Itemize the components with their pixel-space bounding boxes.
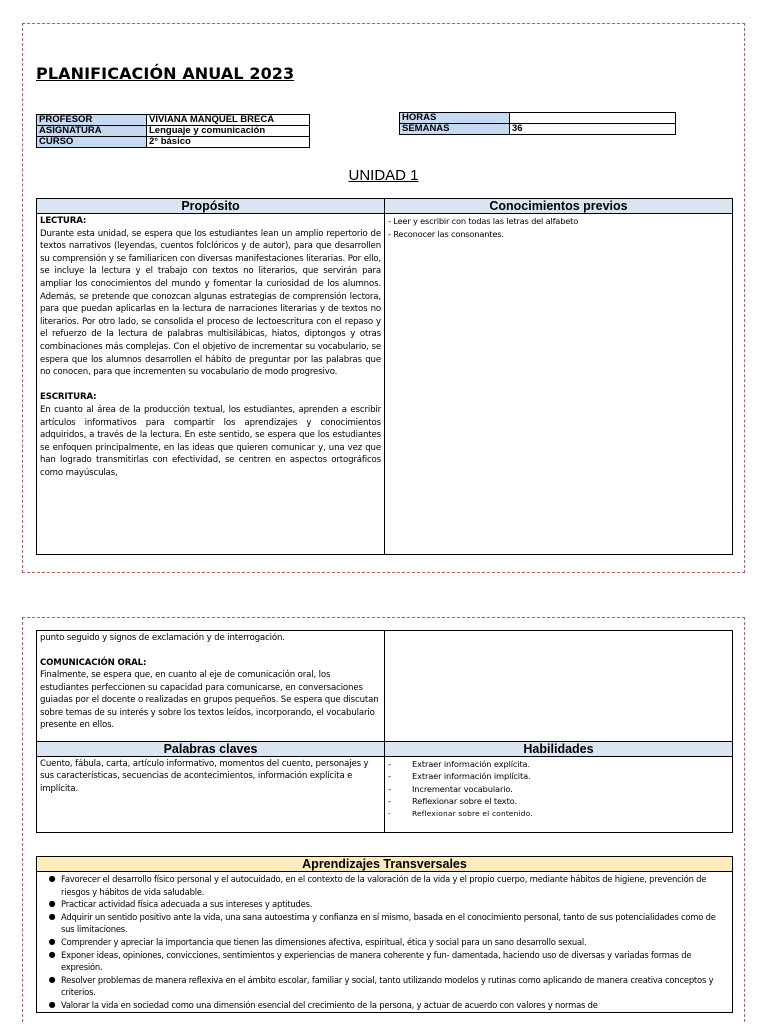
lectura-block: [40, 215, 381, 379]
prev-knowledge-header: Conocimientos previos: [385, 199, 732, 214]
prev-knowledge-cell: [385, 214, 732, 554]
transversal-item: ● Exponer ideas, opiniones, convicciones, sentimientos y experiencias de manera coherente y fun- damentada, haciendo uso de diversas y variadas formas de expresión.: [43, 949, 728, 974]
transversal-list: [37, 872, 732, 1012]
purpose-header: Propósito: [37, 199, 385, 214]
info-value: Lenguaje y comunicación: [147, 126, 310, 137]
bullet-icon: ●: [48, 999, 56, 1009]
info-value: VIVIANA MANQUEL BRECA: [147, 115, 310, 126]
oral-block: [40, 657, 381, 731]
info-row-curso: [37, 137, 310, 148]
skill-item: - Extraer información explícita.: [388, 759, 530, 769]
transversal-item: ● Adquirir un sentido positivo ante la vida, una sana autoestima y confianza en sí mismo, basada en el conocimiento personal, tanto de sus potencialidades como de sus limitaciones.: [43, 911, 728, 936]
oral-paragraph: Finalmente, se espera que, en cuanto al eje de comunicación oral, los estudiantes perfeccionen su capacidad para comunicarse, en conversaciones guiadas por el docente o realizadas en grupos pequeños. Se espera que discutan sobre temas de su interés y sobre los textos leídos, incorporando, el vocabulario presente en ellos.: [40, 670, 379, 731]
info-value: [510, 113, 676, 124]
escritura-continuation: [40, 632, 381, 644]
info-table-right: [399, 112, 676, 135]
bullet-icon: ●: [48, 911, 56, 921]
info-label: ASIGNATURA: [37, 126, 147, 137]
unit-title: UNIDAD 1: [348, 167, 419, 184]
purpose-table-body: [37, 214, 732, 554]
info-label: SEMANAS: [400, 124, 510, 135]
keywords-table-body: [37, 757, 732, 832]
skill-item: - Incrementar vocabulario.: [388, 783, 513, 794]
info-table-left: [36, 114, 310, 148]
skills-header: Habilidades: [385, 742, 732, 757]
purpose-continuation-cell: [37, 631, 385, 741]
info-row-semanas: [400, 124, 676, 135]
purpose-cell: [37, 214, 385, 554]
keywords-cell: Cuento, fábula, carta, artículo informativo, momentos del cuento, personajes y sus características, secuencias de acontecimientos, información explícita e implícita.: [37, 757, 385, 832]
info-row-profesor: [37, 115, 310, 126]
info-label: HORAS: [400, 113, 510, 124]
transversal-table: [36, 856, 733, 1013]
purpose-table-header: [37, 199, 732, 214]
info-value: 2° básico: [147, 137, 310, 148]
escritura-continuation-text: punto seguido y signos de exclamación y de interrogación.: [40, 633, 285, 643]
info-label: PROFESOR: [37, 115, 147, 126]
transversal-item: ● Resolver problemas de manera reflexiva en el ámbito escolar, familiar y social, tanto utilizando modelos y rutinas como aplicando de manera creativa conceptos y criterios.: [43, 974, 728, 999]
purpose-table: [36, 198, 733, 555]
document-page-1: [22, 23, 745, 573]
info-value: 36: [510, 124, 676, 135]
continuation-row: [37, 631, 732, 742]
document-page-2: [22, 617, 745, 1024]
bullet-icon: ●: [48, 899, 56, 909]
prev-knowledge-item: - Leer y escribir con todas las letras del alfabeto: [388, 216, 579, 226]
keywords-table-header: [37, 742, 732, 757]
prev-knowledge-continuation-cell: [385, 631, 732, 741]
skills-cell: [385, 757, 732, 832]
transversal-item: ● Comprender y apreciar la importancia que tienen las dimensiones afectiva, espiritual, ética y social para un sano desarrollo sexual.: [43, 936, 728, 949]
bullet-icon: ●: [48, 974, 56, 984]
bullet-icon: ●: [48, 949, 56, 959]
skill-item: - Extraer información implícita.: [388, 771, 531, 782]
continuation-table: [36, 630, 733, 833]
keywords-header: Palabras claves: [37, 742, 385, 757]
info-row-horas: [400, 113, 676, 124]
bullet-icon: ●: [48, 936, 56, 946]
transversal-item: ● Practicar actividad física adecuada a sus intereses y aptitudes.: [43, 898, 728, 911]
lectura-paragraph: Durante esta unidad, se espera que los estudiantes lean un amplio repertorio de textos narrativos (leyendas, cuentos folclóricos y de autor), para que desarrollen su comprensión y se familiaricen con diversas manifestaciones literarias. Por ello, se incluye la lectura y el trabajo con textos no literarios, que servirán para ampliar los conocimientos del mundo y fomentar la curiosidad de los alumnos. Además, se pretende que conozcan algunas estrategias de comprensión lectora, para que puedan aplicarlas en la lectura de narraciones literarias y de textos no literarios. Por otro lado, se consolida el proceso de lectoescritura con el repaso y el refuerzo de la lectura de palabras multisilábicas, hiatos, diptongos y otras combinaciones más complejas. Con el objetivo de incrementar su vocabulario, se espera que los alumnos desarrollen el hábito de preguntar por las palabras que no conocen, para que incrementen su vocabulario de modo progresivo.: [40, 228, 381, 378]
escritura-block: [40, 391, 381, 479]
info-label: CURSO: [37, 137, 147, 148]
skill-item: - Reflexionar sobre el texto.: [388, 796, 517, 807]
escritura-heading: ESCRITURA:: [40, 392, 97, 403]
skills-list: [385, 757, 732, 821]
bullet-icon: ●: [48, 874, 56, 883]
lectura-heading: LECTURA:: [40, 216, 87, 226]
oral-heading: COMUNICACIÓN ORAL:: [40, 658, 147, 668]
prev-knowledge-item: - Reconocer las consonantes.: [388, 228, 504, 239]
document-title: PLANIFICACIÓN ANUAL 2023: [36, 64, 295, 83]
transversal-item: ● Favorecer el desarrollo físico personal y el autocuidado, en el contexto de la valoración de la vida y el propio cuerpo, mediante hábitos de higiene, prevención de riesgos y hábitos de vida saludable.: [43, 873, 728, 898]
transversal-header: Aprendizajes Transversales: [37, 857, 732, 872]
transversal-item: ● Valorar la vida en sociedad como una dimensión esencial del crecimiento de la persona, y actuar de acuerdo con valores y normas de: [43, 999, 728, 1012]
info-row-asignatura: [37, 126, 310, 137]
escritura-paragraph: En cuanto al área de la producción textual, los estudiantes, aprenden a escribir artículos informativos para compartir los aprendizajes y conocimientos adquiridos, a través de la lectura. En este sentido, se espera que los estudiantes se enfoquen principalmente, en las ideas que quieren comunicar y, una vez que han logrado transmitirlas con efectividad, se centren en aspectos ortográficos como mayúsculas,: [40, 404, 381, 478]
skill-item: - Reflexionar sobre el contenido.: [388, 808, 533, 818]
